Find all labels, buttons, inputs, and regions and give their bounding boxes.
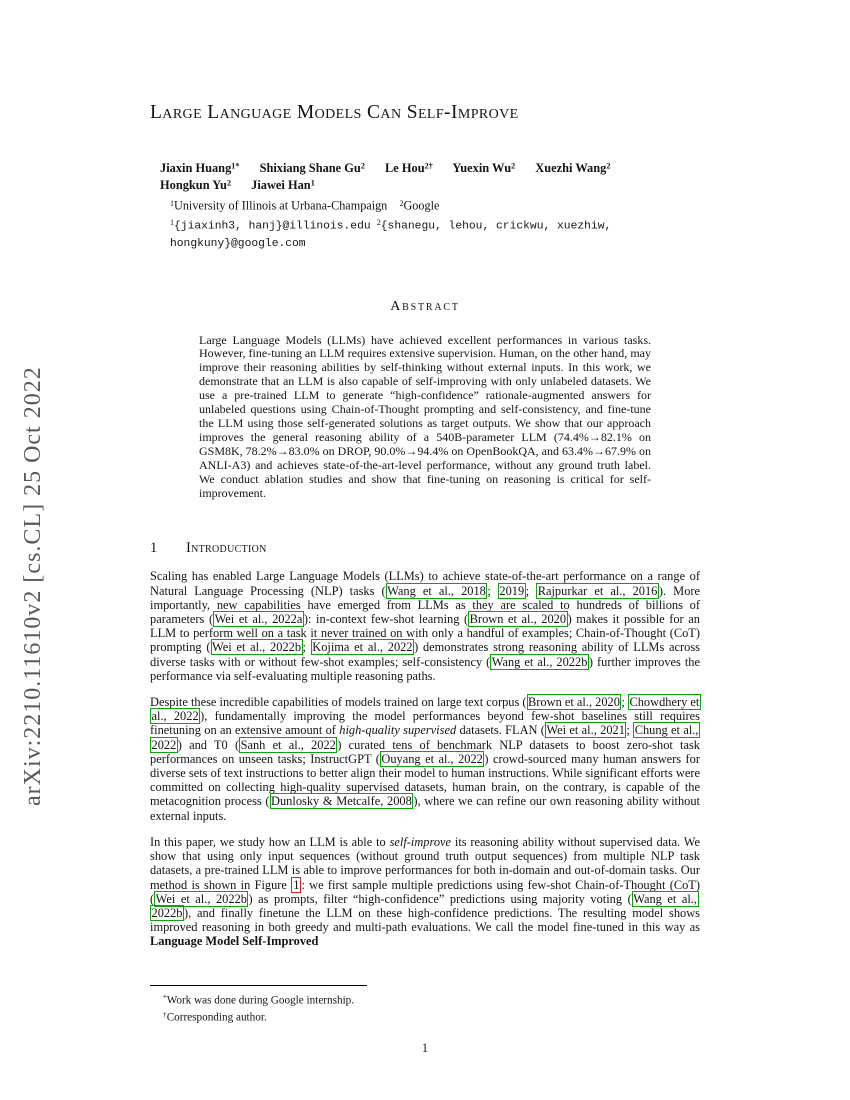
- text-run: ;: [626, 723, 634, 738]
- author: [385, 161, 433, 175]
- text-run: Scaling has enabled Large Language Models (LLMs) to achieve state-of-the-art performance on a range of Natural Language Processing (NLP) tasks (: [150, 569, 700, 598]
- arxiv-watermark: arXiv:2210.11610v2 [cs.CL] 25 Oct 2022: [20, 366, 46, 806]
- author-name: Xuezhi Wang: [535, 160, 607, 175]
- text-run: Google: [403, 198, 440, 213]
- text-run: ): in-context few-shot learning (: [303, 612, 469, 627]
- author-name: Jiaxin Huang: [160, 160, 232, 175]
- footnote-corresponding-author: [150, 1008, 700, 1025]
- citation-link[interactable]: Kojima et al., 2022: [312, 640, 413, 655]
- italic-text: self-improve: [389, 834, 452, 849]
- footnote-text: Work was done during Google internship.: [166, 994, 355, 1007]
- citation-link[interactable]: Wei et al., 2021: [546, 723, 625, 738]
- citation-link[interactable]: Brown et al., 2020: [469, 612, 567, 627]
- author: [251, 178, 315, 192]
- footnote-marker: *: [163, 993, 167, 1002]
- author-affiliation-mark: 2†: [424, 161, 433, 170]
- text-run: ) crowd-sourced many human answers for diverse sets of text instructions to better align their model to human instructions. While significant efforts were committed on collecting high-quality supervised datasets, human brain, on the contrary, is capable of the metacognition process (: [150, 751, 701, 809]
- footnote-text: Corresponding author.: [166, 1011, 267, 1024]
- abstract-text: Large Language Models (LLMs) have achieved excellent performances in various tasks. However, fine-tuning an LLM requires extensive supervision. Human, on the other hand, may improve their reasoning abilities by self-thinking without external inputs. In this work, we demonstrate that an LLM is also capable of self-improving with only unlabeled datasets. We use a pre-trained LLM to generate “high-confidence” rationale-augmented answers for unlabeled questions using Chain-of-Thought prompting and self-consistency, and fine-tune the LLM using those self-generated solutions as target outputs. We show that our approach improves the general reasoning ability of a 540B-parameter LLM (74.4%→82.1% on GSM8K, 78.2%→83.0% on DROP, 90.0%→94.4% on OpenBookQA, and 63.4%→67.9% on ANLI-A3) and achieves state-of-the-art-level performance, without any ground truth label. We conduct ablation studies and show that fine-tuning on reasoning is critical for self-improvement.: [199, 332, 651, 500]
- monospace-text: {shanegu, lehou, crickwu, xuezhiw, hongkuny}@google.com: [170, 220, 612, 251]
- page-number: 1: [421, 1041, 429, 1055]
- text-run: ) further improves the performance via self-evaluating multiple reasoning paths.: [150, 654, 700, 683]
- abstract-heading: Abstract: [390, 298, 460, 314]
- author-name: Yuexin Wu: [452, 160, 512, 175]
- section-heading-introduction: [150, 540, 700, 557]
- italic-text: high-quality supervised: [339, 723, 457, 738]
- affiliations: [170, 196, 700, 214]
- text-run: ), fundamentally improving the model performances beyond few-shot baselines still requires finetuning on an extensive amount of: [150, 709, 700, 738]
- citation-link[interactable]: Wang et al., 2022b: [151, 891, 697, 920]
- intro-paragraph-2: [150, 695, 700, 823]
- footnote-rule: [150, 985, 367, 986]
- citation-link[interactable]: Rajpurkar et al., 2016: [537, 583, 658, 598]
- author: [160, 178, 231, 192]
- author-name: Le Hou: [385, 160, 425, 175]
- citation-link[interactable]: 2019: [499, 583, 525, 598]
- intro-paragraph-3: [150, 835, 700, 949]
- citation-link[interactable]: Brown et al., 2020: [528, 695, 620, 710]
- author-row-1: [160, 158, 700, 176]
- citation-link[interactable]: Dunlosky & Metcalfe, 2008: [271, 794, 412, 809]
- author-affiliation-mark: 2: [360, 161, 365, 170]
- monospace-text: {jiaxinh3, hanj}@illinois.edu: [174, 220, 371, 233]
- citation-link[interactable]: Wei et al., 2022b: [155, 891, 247, 906]
- text-run: ;: [525, 583, 537, 598]
- text-run: : we first sample multiple predictions using few-shot Chain-of-Thought (CoT) (: [150, 877, 700, 906]
- intro-paragraph-1: [150, 569, 700, 683]
- text-run: ;: [302, 640, 311, 655]
- superscript-mark: 1: [170, 199, 175, 209]
- author-affiliation-mark: 2: [606, 161, 611, 170]
- superscript-mark: 2: [399, 199, 404, 209]
- author-name: Jiawei Han: [251, 178, 311, 193]
- author-name: Hongkun Yu: [160, 178, 227, 193]
- paper-title: Large Language Models Can Self-Improve: [150, 102, 519, 123]
- author-name: Shixiang Shane Gu: [259, 160, 361, 175]
- author-affiliation-mark: 1: [310, 178, 315, 188]
- text-run: ) curated tens of benchmark NLP datasets to boost zero-shot task performances on unseen tasks; InstructGPT (: [150, 737, 701, 766]
- text-run: ;: [621, 695, 628, 710]
- author-emails: [170, 215, 622, 253]
- text-run: Despite these incredible capabilities of models trained on large text corpus (: [150, 695, 527, 710]
- text-run: ). More importantly, new capabilities have emerged from LLMs as they are scaled to hundreds of billions of parameters (: [150, 583, 701, 627]
- text-run: datasets. FLAN (: [456, 723, 545, 738]
- text-run: ;: [487, 583, 498, 598]
- bold-text: Language Model Self-Improved: [150, 934, 319, 949]
- text-run: ) makes it possible for an LLM to perform well on a task it never trained on with only a handful of examples; Chain-of-Thought (CoT) prompting (: [150, 612, 700, 655]
- author-affiliation-mark: 1*: [231, 161, 240, 170]
- text-run: University of Illinois at Urbana-Champaign: [174, 198, 388, 213]
- citation-link[interactable]: Ouyang et al., 2022: [381, 751, 483, 766]
- citation-link[interactable]: Wei et al., 2022b: [212, 640, 302, 655]
- paper-content: [150, 0, 700, 949]
- footnote-block: [150, 985, 700, 1025]
- text-run: [387, 199, 399, 213]
- author: [160, 161, 239, 175]
- superscript-mark: 2: [376, 217, 381, 227]
- text-run: ) demonstrates strong reasoning ability of LLMs across diverse tasks with or without few-shot examples; self-consistency (: [150, 640, 701, 669]
- citation-link[interactable]: Chowdhery et al., 2022: [151, 695, 700, 724]
- author: [260, 161, 365, 175]
- author-block: [160, 158, 700, 253]
- text-run: its reasoning ability without supervised data. We show that using only input sequences (without ground truth output sequences) from multiple NLP task datasets, a pre-trained LLM is able to improve performances for both in-domain and out-of-domain tasks. Our method is shown in Figure: [150, 834, 700, 892]
- citation-link[interactable]: Sanh et al., 2022: [240, 737, 336, 752]
- superscript-mark: 1: [170, 217, 175, 227]
- citation-link[interactable]: Wei et al., 2022a: [214, 612, 303, 627]
- text-run: ), and finally finetune the LLM on these high-confidence predictions. The resulting model shows improved reasoning in both greedy and multi-path evaluations. We call the model fine-tuned in this way as: [150, 905, 700, 935]
- author-row-2: [160, 176, 700, 194]
- citation-link[interactable]: Wang et al., 2018: [387, 583, 486, 598]
- figure-ref-link[interactable]: 1: [293, 877, 300, 892]
- text-run: In this paper, we study how an LLM is able to: [150, 834, 390, 849]
- citation-link[interactable]: Chung et al., 2022: [151, 723, 699, 752]
- author-affiliation-mark: 2: [511, 161, 516, 170]
- author: [452, 161, 515, 175]
- text-run: ), where we can refine our own reasoning ability without external inputs.: [150, 794, 700, 823]
- author-affiliation-mark: 2: [226, 178, 232, 188]
- text-run: ) as prompts, filter “high-confidence” predictions using majority voting (: [248, 891, 632, 906]
- section-number: 1: [150, 540, 158, 557]
- footnote-marker: †: [163, 1010, 167, 1020]
- section-title: Introduction: [186, 540, 267, 557]
- author: [535, 161, 610, 175]
- footnote-internship: [150, 991, 700, 1008]
- citation-link[interactable]: Wang et al., 2022b: [491, 654, 588, 669]
- text-run: ) and T0 (: [177, 737, 240, 752]
